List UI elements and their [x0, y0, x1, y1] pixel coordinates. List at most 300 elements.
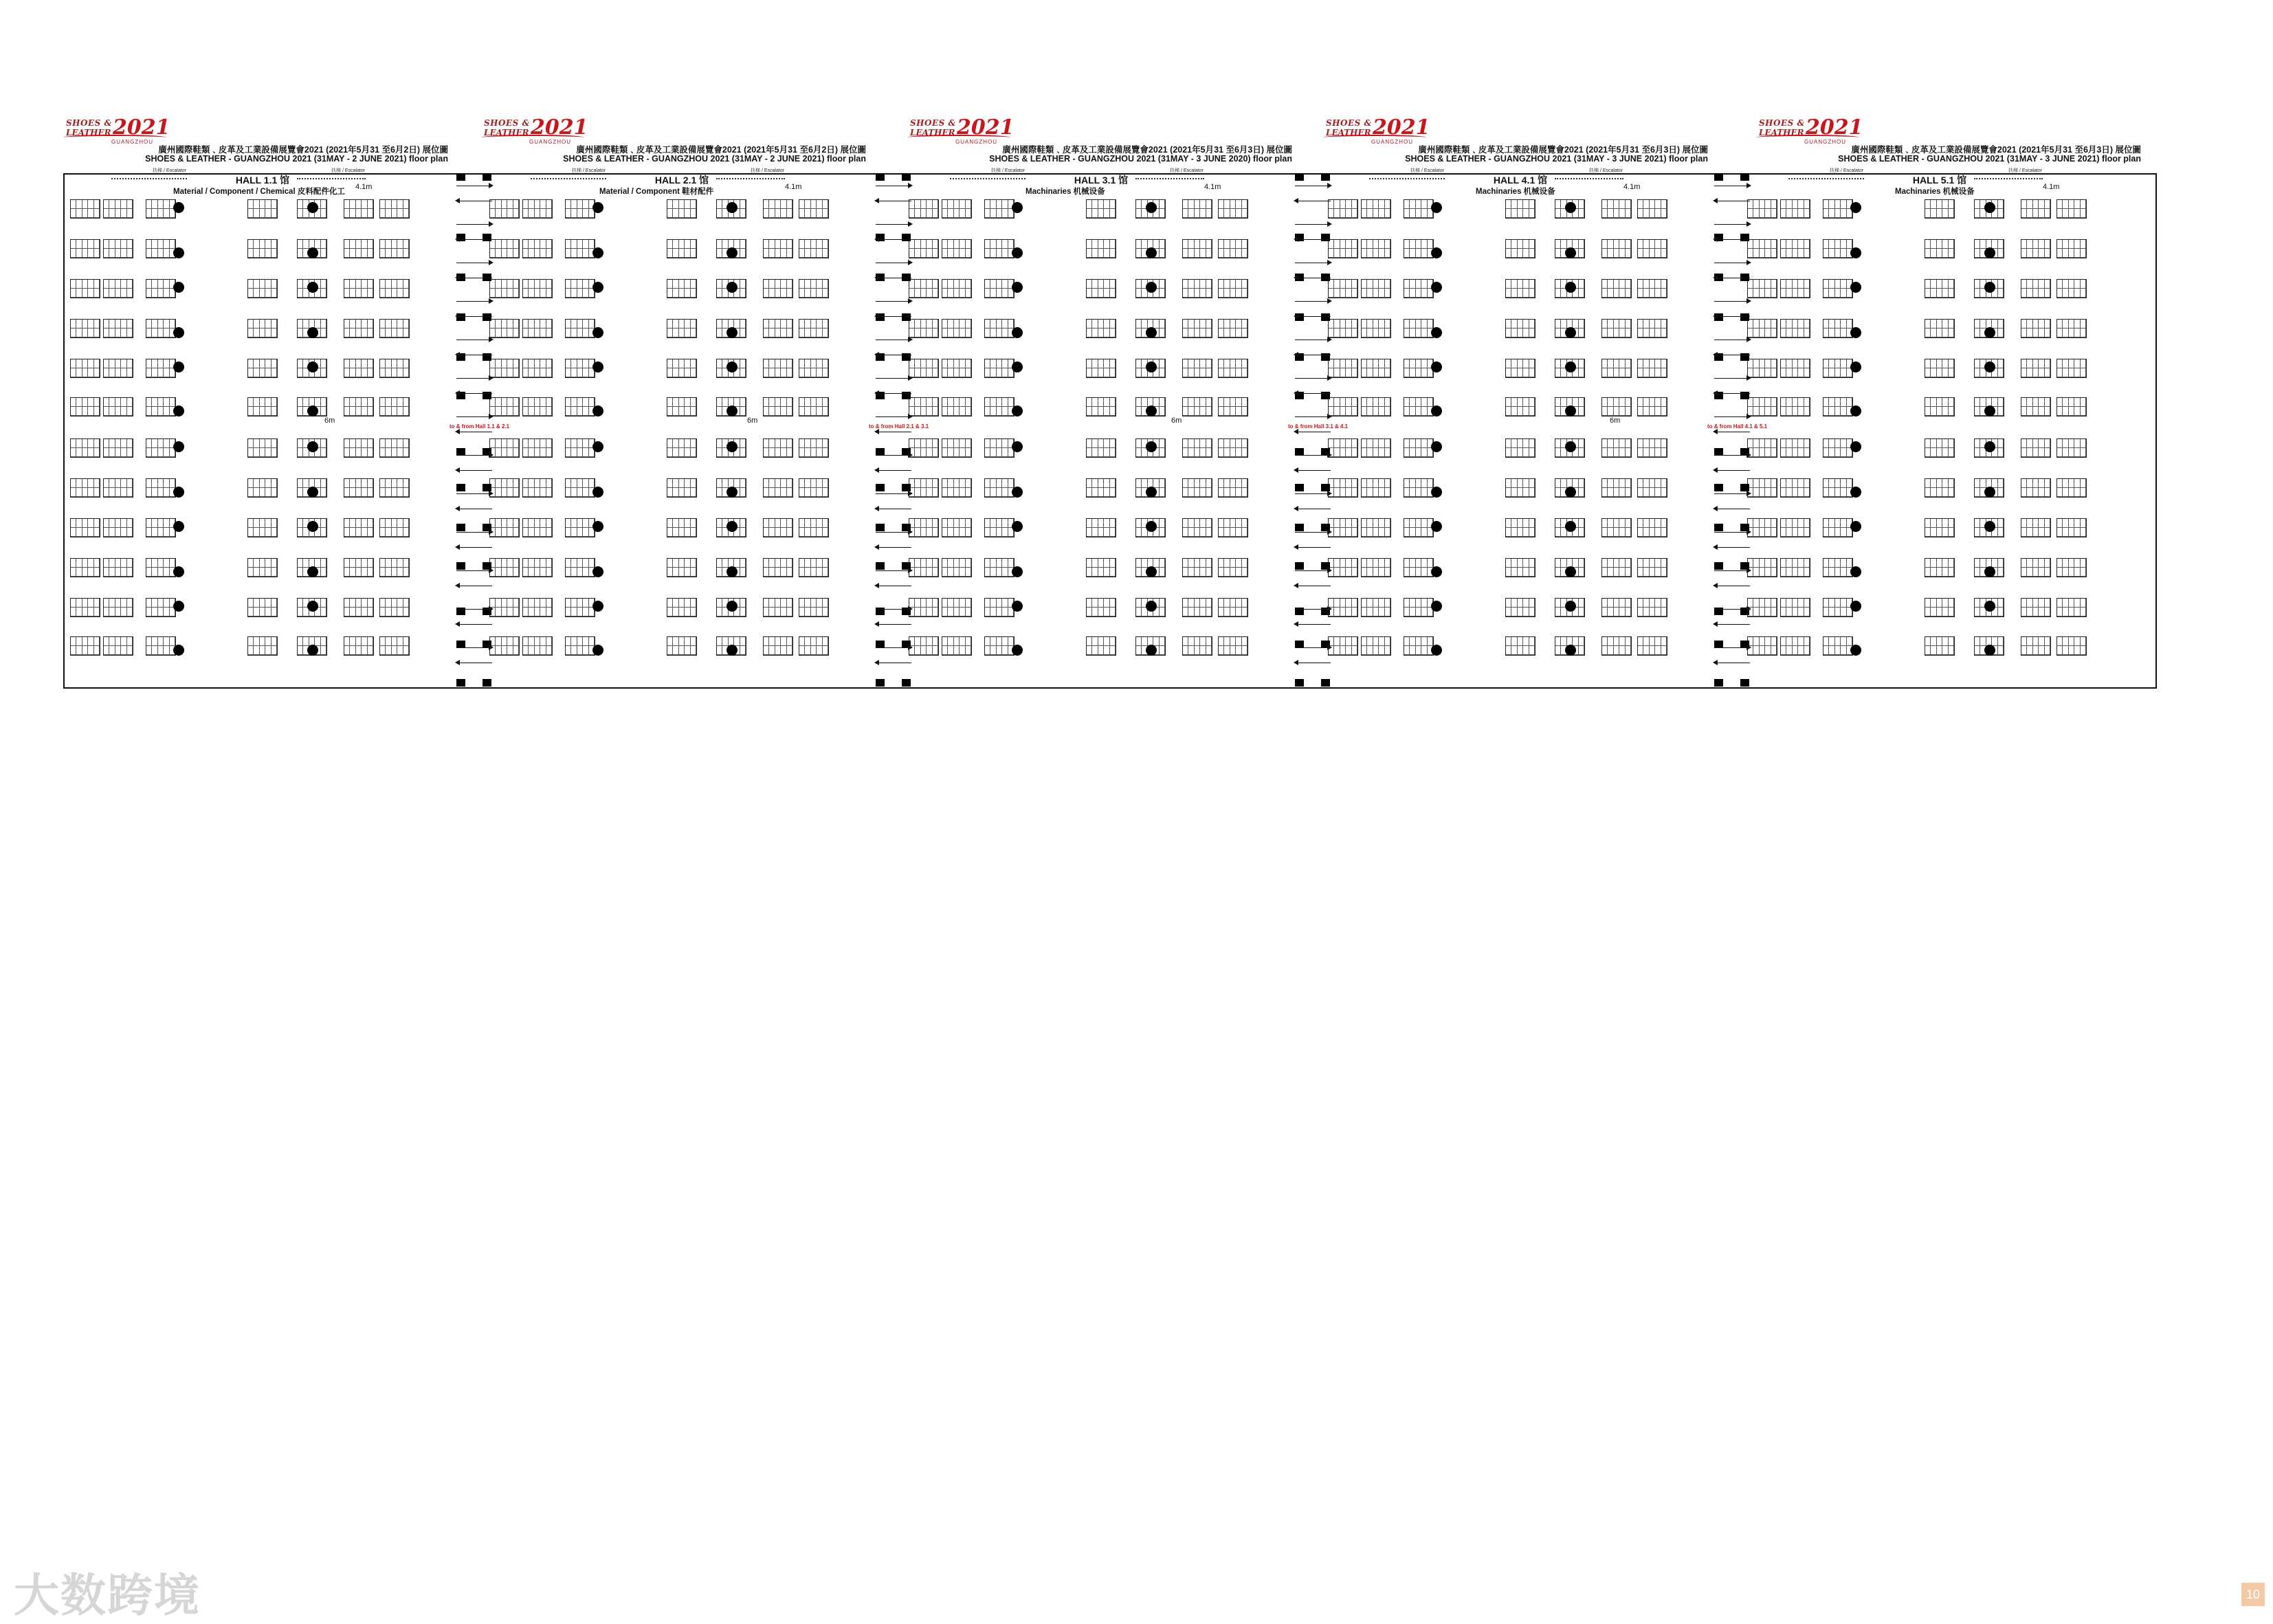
booth-block[interactable]	[799, 397, 829, 416]
booth-block[interactable]	[146, 239, 176, 258]
booth-block[interactable]	[103, 636, 133, 656]
booth-block[interactable]	[146, 518, 176, 537]
booth-block[interactable]	[1218, 558, 1248, 577]
booth-block[interactable]	[763, 438, 793, 458]
booth-block[interactable]	[667, 438, 697, 458]
booth-block[interactable]	[565, 359, 595, 378]
booth-block[interactable]	[344, 359, 374, 378]
booth-block[interactable]	[344, 239, 374, 258]
booth-block[interactable]	[799, 518, 829, 537]
booth-block[interactable]	[1086, 319, 1116, 338]
booth-block[interactable]	[247, 598, 278, 617]
booth-block[interactable]	[984, 279, 1014, 298]
booth-block[interactable]	[1182, 279, 1212, 298]
booth-block[interactable]	[103, 558, 133, 577]
booth-block[interactable]	[799, 598, 829, 617]
booth-block[interactable]	[247, 199, 278, 219]
booth-block[interactable]	[984, 239, 1014, 258]
booth-block[interactable]	[763, 359, 793, 378]
booth-block[interactable]	[1086, 397, 1116, 416]
booth-block[interactable]	[1361, 397, 1391, 416]
booth-block[interactable]	[1361, 279, 1391, 298]
booth-block[interactable]	[1823, 359, 1853, 378]
booth-block[interactable]	[1182, 397, 1212, 416]
booth-block[interactable]	[344, 518, 374, 537]
booth-block[interactable]	[942, 279, 972, 298]
booth-block[interactable]	[1601, 397, 1632, 416]
booth-block[interactable]	[1823, 438, 1853, 458]
booth-block[interactable]	[1823, 239, 1853, 258]
booth-block[interactable]	[1601, 279, 1632, 298]
booth-block[interactable]	[1637, 319, 1667, 338]
booth-block[interactable]	[763, 397, 793, 416]
booth-block[interactable]	[1404, 636, 1434, 656]
booth-block[interactable]	[984, 598, 1014, 617]
booth-block[interactable]	[146, 199, 176, 219]
booth-block[interactable]	[103, 598, 133, 617]
booth-block[interactable]	[70, 636, 100, 656]
booth-block[interactable]	[1182, 636, 1212, 656]
booth-block[interactable]	[763, 518, 793, 537]
booth-block[interactable]	[1361, 478, 1391, 498]
booth-block[interactable]	[70, 478, 100, 498]
booth-block[interactable]	[1925, 279, 1955, 298]
booth-block[interactable]	[70, 319, 100, 338]
booth-block[interactable]	[1601, 598, 1632, 617]
booth-block[interactable]	[1218, 359, 1248, 378]
booth-block[interactable]	[1925, 558, 1955, 577]
booth-block[interactable]	[247, 279, 278, 298]
booth-block[interactable]	[1361, 319, 1391, 338]
booth-block[interactable]	[565, 636, 595, 656]
booth-block[interactable]	[1182, 359, 1212, 378]
booth-block[interactable]	[70, 558, 100, 577]
booth-block[interactable]	[146, 279, 176, 298]
booth-block[interactable]	[1218, 279, 1248, 298]
booth-block[interactable]	[984, 199, 1014, 219]
booth-block[interactable]	[1780, 199, 1810, 219]
booth-block[interactable]	[1780, 478, 1810, 498]
booth-block[interactable]	[522, 279, 553, 298]
booth-block[interactable]	[2021, 438, 2051, 458]
booth-block[interactable]	[1505, 438, 1535, 458]
booth-block[interactable]	[667, 319, 697, 338]
booth-block[interactable]	[247, 518, 278, 537]
booth-block[interactable]	[1925, 397, 1955, 416]
booth-block[interactable]	[1823, 478, 1853, 498]
booth-block[interactable]	[1780, 438, 1810, 458]
booth-block[interactable]	[1637, 558, 1667, 577]
booth-block[interactable]	[667, 359, 697, 378]
booth-block[interactable]	[103, 438, 133, 458]
booth-block[interactable]	[146, 598, 176, 617]
booth-block[interactable]	[1780, 598, 1810, 617]
booth-block[interactable]	[1218, 518, 1248, 537]
booth-block[interactable]	[1601, 478, 1632, 498]
booth-block[interactable]	[1823, 558, 1853, 577]
booth-block[interactable]	[1404, 279, 1434, 298]
booth-block[interactable]	[942, 397, 972, 416]
booth-block[interactable]	[146, 636, 176, 656]
booth-block[interactable]	[522, 598, 553, 617]
booth-block[interactable]	[103, 478, 133, 498]
booth-block[interactable]	[942, 239, 972, 258]
booth-block[interactable]	[146, 359, 176, 378]
booth-block[interactable]	[344, 478, 374, 498]
booth-block[interactable]	[565, 279, 595, 298]
booth-block[interactable]	[763, 598, 793, 617]
booth-block[interactable]	[1505, 636, 1535, 656]
booth-block[interactable]	[1780, 636, 1810, 656]
booth-block[interactable]	[1925, 518, 1955, 537]
booth-block[interactable]	[1404, 199, 1434, 219]
booth-block[interactable]	[942, 478, 972, 498]
booth-block[interactable]	[2056, 518, 2087, 537]
booth-block[interactable]	[1218, 397, 1248, 416]
booth-block[interactable]	[1182, 558, 1212, 577]
booth-block[interactable]	[103, 319, 133, 338]
booth-block[interactable]	[247, 319, 278, 338]
booth-block[interactable]	[379, 518, 410, 537]
booth-block[interactable]	[247, 478, 278, 498]
booth-block[interactable]	[1404, 478, 1434, 498]
booth-block[interactable]	[1505, 397, 1535, 416]
booth-block[interactable]	[1404, 397, 1434, 416]
booth-block[interactable]	[1182, 438, 1212, 458]
booth-block[interactable]	[344, 558, 374, 577]
booth-block[interactable]	[1361, 239, 1391, 258]
booth-block[interactable]	[1637, 199, 1667, 219]
booth-block[interactable]	[1925, 438, 1955, 458]
booth-block[interactable]	[1823, 199, 1853, 219]
booth-block[interactable]	[799, 636, 829, 656]
booth-block[interactable]	[1505, 518, 1535, 537]
booth-block[interactable]	[1361, 438, 1391, 458]
booth-block[interactable]	[70, 598, 100, 617]
booth-block[interactable]	[103, 518, 133, 537]
booth-block[interactable]	[1637, 518, 1667, 537]
booth-block[interactable]	[522, 438, 553, 458]
booth-block[interactable]	[1361, 598, 1391, 617]
booth-block[interactable]	[1086, 239, 1116, 258]
booth-block[interactable]	[799, 319, 829, 338]
booth-block[interactable]	[379, 319, 410, 338]
booth-block[interactable]	[1404, 558, 1434, 577]
booth-block[interactable]	[942, 636, 972, 656]
booth-block[interactable]	[667, 636, 697, 656]
booth-block[interactable]	[70, 239, 100, 258]
booth-block[interactable]	[1086, 636, 1116, 656]
booth-block[interactable]	[2021, 359, 2051, 378]
booth-block[interactable]	[2056, 279, 2087, 298]
booth-block[interactable]	[2056, 239, 2087, 258]
booth-block[interactable]	[344, 199, 374, 219]
booth-block[interactable]	[1925, 319, 1955, 338]
booth-block[interactable]	[799, 359, 829, 378]
booth-block[interactable]	[1182, 319, 1212, 338]
booth-block[interactable]	[247, 636, 278, 656]
booth-block[interactable]	[565, 558, 595, 577]
booth-block[interactable]	[1637, 598, 1667, 617]
booth-block[interactable]	[522, 239, 553, 258]
booth-block[interactable]	[1182, 478, 1212, 498]
booth-block[interactable]	[1505, 478, 1535, 498]
booth-block[interactable]	[2056, 359, 2087, 378]
booth-block[interactable]	[1780, 279, 1810, 298]
booth-block[interactable]	[344, 279, 374, 298]
booth-block[interactable]	[565, 397, 595, 416]
booth-block[interactable]	[1505, 359, 1535, 378]
booth-block[interactable]	[2021, 397, 2051, 416]
booth-block[interactable]	[799, 199, 829, 219]
booth-block[interactable]	[344, 438, 374, 458]
booth-block[interactable]	[2056, 438, 2087, 458]
booth-block[interactable]	[2021, 598, 2051, 617]
booth-block[interactable]	[522, 636, 553, 656]
booth-block[interactable]	[667, 558, 697, 577]
booth-block[interactable]	[1218, 319, 1248, 338]
booth-block[interactable]	[942, 598, 972, 617]
booth-block[interactable]	[1925, 199, 1955, 219]
booth-block[interactable]	[1505, 279, 1535, 298]
booth-block[interactable]	[1218, 199, 1248, 219]
booth-block[interactable]	[247, 397, 278, 416]
booth-block[interactable]	[2056, 199, 2087, 219]
booth-block[interactable]	[667, 518, 697, 537]
booth-block[interactable]	[1086, 438, 1116, 458]
booth-block[interactable]	[565, 598, 595, 617]
booth-block[interactable]	[1780, 397, 1810, 416]
booth-block[interactable]	[344, 397, 374, 416]
booth-block[interactable]	[1780, 319, 1810, 338]
booth-block[interactable]	[247, 359, 278, 378]
booth-block[interactable]	[70, 518, 100, 537]
booth-block[interactable]	[1505, 199, 1535, 219]
booth-block[interactable]	[1182, 199, 1212, 219]
booth-block[interactable]	[763, 558, 793, 577]
booth-block[interactable]	[1361, 518, 1391, 537]
booth-block[interactable]	[667, 397, 697, 416]
booth-block[interactable]	[1601, 438, 1632, 458]
booth-block[interactable]	[1637, 397, 1667, 416]
booth-block[interactable]	[522, 397, 553, 416]
booth-block[interactable]	[799, 279, 829, 298]
booth-block[interactable]	[942, 359, 972, 378]
booth-block[interactable]	[2021, 199, 2051, 219]
booth-block[interactable]	[667, 478, 697, 498]
booth-block[interactable]	[70, 359, 100, 378]
booth-block[interactable]	[522, 199, 553, 219]
booth-block[interactable]	[2021, 279, 2051, 298]
booth-block[interactable]	[565, 199, 595, 219]
booth-block[interactable]	[522, 359, 553, 378]
booth-block[interactable]	[103, 397, 133, 416]
booth-block[interactable]	[1218, 598, 1248, 617]
booth-block[interactable]	[1823, 518, 1853, 537]
booth-block[interactable]	[1505, 598, 1535, 617]
booth-block[interactable]	[1218, 438, 1248, 458]
booth-block[interactable]	[522, 319, 553, 338]
booth-block[interactable]	[763, 279, 793, 298]
booth-block[interactable]	[1780, 239, 1810, 258]
booth-block[interactable]	[70, 279, 100, 298]
booth-block[interactable]	[799, 438, 829, 458]
booth-block[interactable]	[984, 359, 1014, 378]
booth-block[interactable]	[379, 558, 410, 577]
booth-block[interactable]	[1404, 359, 1434, 378]
booth-block[interactable]	[1637, 359, 1667, 378]
booth-block[interactable]	[1601, 359, 1632, 378]
booth-block[interactable]	[2056, 478, 2087, 498]
booth-block[interactable]	[344, 636, 374, 656]
booth-block[interactable]	[247, 438, 278, 458]
booth-block[interactable]	[942, 558, 972, 577]
booth-block[interactable]	[1218, 239, 1248, 258]
booth-block[interactable]	[1637, 438, 1667, 458]
booth-block[interactable]	[942, 199, 972, 219]
booth-block[interactable]	[1086, 359, 1116, 378]
booth-block[interactable]	[2056, 397, 2087, 416]
booth-block[interactable]	[763, 239, 793, 258]
booth-block[interactable]	[1925, 478, 1955, 498]
booth-block[interactable]	[1404, 239, 1434, 258]
booth-block[interactable]	[1823, 319, 1853, 338]
booth-block[interactable]	[667, 239, 697, 258]
booth-block[interactable]	[1780, 518, 1810, 537]
booth-block[interactable]	[2021, 636, 2051, 656]
booth-block[interactable]	[379, 636, 410, 656]
booth-block[interactable]	[103, 359, 133, 378]
booth-block[interactable]	[1404, 518, 1434, 537]
booth-block[interactable]	[344, 598, 374, 617]
booth-block[interactable]	[146, 397, 176, 416]
booth-block[interactable]	[1505, 239, 1535, 258]
booth-block[interactable]	[379, 397, 410, 416]
booth-block[interactable]	[984, 518, 1014, 537]
booth-block[interactable]	[942, 319, 972, 338]
booth-block[interactable]	[799, 558, 829, 577]
booth-block[interactable]	[2056, 319, 2087, 338]
booth-block[interactable]	[763, 319, 793, 338]
booth-block[interactable]	[984, 636, 1014, 656]
booth-block[interactable]	[1404, 319, 1434, 338]
booth-block[interactable]	[667, 598, 697, 617]
booth-block[interactable]	[1505, 558, 1535, 577]
booth-block[interactable]	[2021, 518, 2051, 537]
booth-block[interactable]	[1182, 598, 1212, 617]
booth-block[interactable]	[1925, 636, 1955, 656]
booth-block[interactable]	[1823, 598, 1853, 617]
booth-block[interactable]	[2021, 478, 2051, 498]
booth-block[interactable]	[1361, 558, 1391, 577]
booth-block[interactable]	[984, 558, 1014, 577]
booth-block[interactable]	[2056, 598, 2087, 617]
booth-block[interactable]	[146, 438, 176, 458]
booth-block[interactable]	[565, 239, 595, 258]
booth-block[interactable]	[1361, 359, 1391, 378]
booth-block[interactable]	[763, 199, 793, 219]
booth-block[interactable]	[1086, 558, 1116, 577]
booth-block[interactable]	[522, 558, 553, 577]
booth-block[interactable]	[379, 359, 410, 378]
booth-block[interactable]	[1925, 359, 1955, 378]
booth-block[interactable]	[70, 199, 100, 219]
booth-block[interactable]	[522, 478, 553, 498]
booth-block[interactable]	[70, 438, 100, 458]
booth-block[interactable]	[984, 478, 1014, 498]
booth-block[interactable]	[1823, 279, 1853, 298]
booth-block[interactable]	[1637, 636, 1667, 656]
booth-block[interactable]	[146, 319, 176, 338]
booth-block[interactable]	[379, 478, 410, 498]
booth-block[interactable]	[1601, 558, 1632, 577]
booth-block[interactable]	[1823, 397, 1853, 416]
booth-block[interactable]	[1601, 518, 1632, 537]
booth-block[interactable]	[1218, 636, 1248, 656]
booth-block[interactable]	[247, 239, 278, 258]
booth-block[interactable]	[942, 438, 972, 458]
booth-block[interactable]	[70, 397, 100, 416]
booth-block[interactable]	[1361, 636, 1391, 656]
booth-block[interactable]	[1637, 478, 1667, 498]
booth-block[interactable]	[942, 518, 972, 537]
booth-block[interactable]	[2056, 636, 2087, 656]
booth-block[interactable]	[667, 199, 697, 219]
booth-block[interactable]	[2021, 319, 2051, 338]
booth-block[interactable]	[1780, 558, 1810, 577]
booth-block[interactable]	[1601, 199, 1632, 219]
booth-block[interactable]	[379, 199, 410, 219]
booth-block[interactable]	[1823, 636, 1853, 656]
booth-block[interactable]	[379, 239, 410, 258]
booth-block[interactable]	[1086, 598, 1116, 617]
booth-block[interactable]	[1086, 478, 1116, 498]
booth-block[interactable]	[522, 518, 553, 537]
booth-block[interactable]	[103, 199, 133, 219]
booth-block[interactable]	[1925, 239, 1955, 258]
booth-block[interactable]	[565, 478, 595, 498]
booth-block[interactable]	[1218, 478, 1248, 498]
booth-block[interactable]	[103, 239, 133, 258]
booth-block[interactable]	[344, 319, 374, 338]
booth-block[interactable]	[1505, 319, 1535, 338]
booth-block[interactable]	[1780, 359, 1810, 378]
booth-block[interactable]	[984, 397, 1014, 416]
booth-block[interactable]	[1086, 199, 1116, 219]
booth-block[interactable]	[565, 518, 595, 537]
booth-block[interactable]	[2021, 239, 2051, 258]
booth-block[interactable]	[565, 438, 595, 458]
booth-block[interactable]	[984, 319, 1014, 338]
booth-block[interactable]	[1637, 239, 1667, 258]
booth-block[interactable]	[1404, 438, 1434, 458]
booth-block[interactable]	[763, 478, 793, 498]
booth-block[interactable]	[799, 478, 829, 498]
booth-block[interactable]	[565, 319, 595, 338]
booth-block[interactable]	[763, 636, 793, 656]
booth-block[interactable]	[2056, 558, 2087, 577]
booth-block[interactable]	[1601, 636, 1632, 656]
booth-block[interactable]	[103, 279, 133, 298]
booth-block[interactable]	[1086, 279, 1116, 298]
booth-block[interactable]	[146, 478, 176, 498]
booth-block[interactable]	[247, 558, 278, 577]
booth-block[interactable]	[667, 279, 697, 298]
booth-block[interactable]	[1182, 518, 1212, 537]
booth-block[interactable]	[379, 279, 410, 298]
booth-block[interactable]	[146, 558, 176, 577]
booth-block[interactable]	[2021, 558, 2051, 577]
